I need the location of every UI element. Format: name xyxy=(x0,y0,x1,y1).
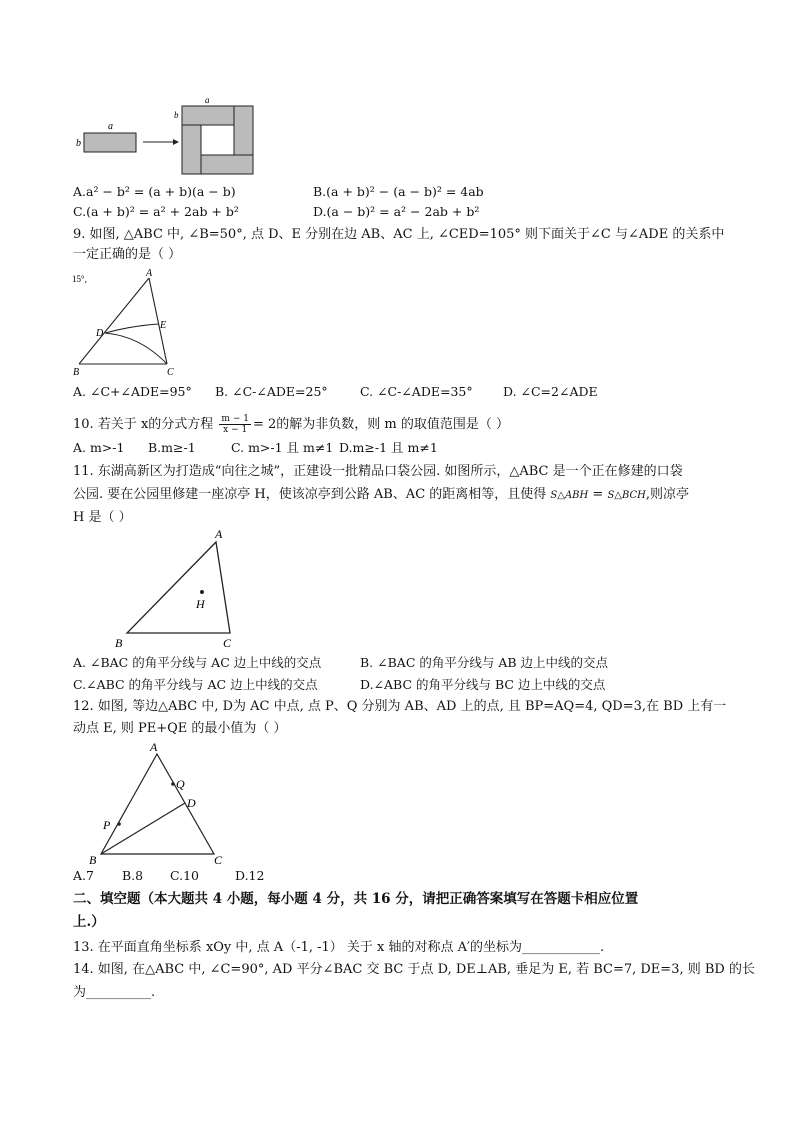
arrow-head xyxy=(173,139,179,145)
q9-label-a: A xyxy=(146,268,153,279)
q12-option-a: A.7 xyxy=(73,868,94,883)
q8-option-c: C.(a + b)² = a² + 2ab + b² xyxy=(73,204,239,219)
q9-option-c: C. ∠C-∠ADE=35° xyxy=(360,384,473,399)
q12-triangle xyxy=(101,754,214,854)
q11-stem-line3: H 是（ ） xyxy=(73,510,132,525)
q8-option-d: D.(a − b)² = a² − 2ab + b² xyxy=(313,204,480,219)
q12-stem-line1: 12. 如图, 等边△ABC 中, D为 AC 中点, 点 P、Q 分别为 AB、AD 上的点, 且 BP=AQ=4, QD=3,在 BD 上有一 xyxy=(73,699,727,714)
q11-stem-line2b: ,则凉亭 xyxy=(645,487,690,502)
q8-option-b: B.(a + b)² − (a − b)² = 4ab xyxy=(313,184,484,199)
q10-stem xyxy=(73,414,509,435)
q10-option-b: B.m≥-1 xyxy=(148,440,196,455)
q9-label-c: C xyxy=(167,367,174,378)
q12-stem-line2: 动点 E, 则 PE+QE 的最小值为（ ） xyxy=(73,721,287,736)
q9-option-d: D. ∠C=2∠ADE xyxy=(503,384,598,399)
q10-equals: = 2 xyxy=(252,417,277,432)
q8-figure xyxy=(75,96,265,178)
small-rect-label-a: a xyxy=(108,121,113,132)
q11-stem-line1: 11. 东湖高新区为打造成“向往之城”，正建设一批精品口袋公园. 如图所示，△ABC 是一个正在修建的口袋 xyxy=(73,464,683,479)
q11-area-abh: S△ABH xyxy=(550,490,589,501)
point-h xyxy=(200,590,204,594)
q11-label-a: A xyxy=(215,527,223,541)
q12-label-b: B xyxy=(89,853,97,867)
section2-heading-line1: 二、填空题（本大题共 4 小题，每小题 4 分，共 16 分，请把正确答案填写在答题卡相应位置 xyxy=(73,891,639,907)
q10-fraction xyxy=(219,414,251,435)
q12-label-p: P xyxy=(103,818,111,832)
q9-stem-line1: 9. 如图, △ABC 中, ∠B=50°, 点 D、E 分别在边 AB、AC 上, ∠CED=105° 则下面关于∠C 与∠ADE 的关系中 xyxy=(73,227,725,242)
q10-option-d: D.m≥-1 且 m≠1 xyxy=(339,440,438,455)
q12-figure xyxy=(84,740,234,868)
q9-label-d: D xyxy=(96,328,104,339)
big-square-label-a: a xyxy=(205,96,210,105)
q12-option-b: B.8 xyxy=(122,868,144,883)
q10-stem-pre: 10. 若关于 x的分式方程 xyxy=(73,417,214,432)
q12-option-d: D.12 xyxy=(235,868,265,883)
q11-equals: = xyxy=(588,487,608,502)
segment-dc xyxy=(105,333,167,364)
q8-option-a: A.a² − b² = (a + b)(a − b) xyxy=(73,184,236,199)
q11-area-bch: S△BCH xyxy=(607,490,646,501)
q9-stem-line2: 一定正确的是（ ） xyxy=(73,247,182,262)
q11-stem-line2a: 公园. 要在公园里修建一座凉亭 H，使该凉亭到公路 AB、AC 的距离相等，且使得 xyxy=(73,487,551,502)
q9-figure-note: 15°, xyxy=(72,274,87,284)
q12-option-c: C.10 xyxy=(170,868,199,883)
q9-label-e: E xyxy=(160,320,167,331)
segment-de xyxy=(105,324,159,333)
q14-stem-line1: 14. 如图, 在△ABC 中, ∠C=90°, AD 平分∠BAC 交 BC 于点 D, DE⊥AB, 垂足为 E, 若 BC=7, DE=3, 则 BD 的长 xyxy=(73,962,755,977)
small-rect-label-b: b xyxy=(76,138,81,149)
q11-option-a: A. ∠BAC 的角平分线与 AC 边上中线的交点 xyxy=(73,655,322,670)
segment-bd xyxy=(101,803,185,854)
q10-stem-post: 的解为非负数，则 m 的取值范围是（ ） xyxy=(276,417,509,432)
q10-numerator: m − 1 xyxy=(221,414,249,424)
q11-option-c: C.∠ABC 的角平分线与 AC 边上中线的交点 xyxy=(73,677,318,692)
q9-label-b: B xyxy=(73,367,80,378)
q12-label-c: C xyxy=(214,853,223,867)
q11-label-b: B xyxy=(115,636,123,650)
q12-label-q: Q xyxy=(176,777,185,791)
q10-option-c: C. m>-1 且 m≠1 xyxy=(231,440,334,455)
q11-figure xyxy=(110,526,250,652)
q11-stem-line2 xyxy=(73,486,689,505)
q11-triangle xyxy=(127,542,230,633)
big-square-inner xyxy=(201,125,234,155)
q10-denominator: x − 1 xyxy=(223,425,248,435)
q13-stem: 13. 在平面直角坐标系 xOy 中, 点 A（-1, -1） 关于 x 轴的对称点 A′的坐标为____________. xyxy=(73,940,605,955)
point-p xyxy=(117,822,121,826)
q9-option-a: A. ∠C+∠ADE=95° xyxy=(73,384,192,399)
section2-heading-line2: 上.） xyxy=(73,914,105,930)
q10-option-a: A. m>-1 xyxy=(73,440,125,455)
q11-label-c: C xyxy=(223,636,232,650)
q12-label-d: D xyxy=(187,796,196,810)
point-q xyxy=(171,782,175,786)
q11-option-d: D.∠ABC 的角平分线与 BC 边上中线的交点 xyxy=(360,677,606,692)
q9-figure xyxy=(70,266,200,378)
side-ab xyxy=(79,278,149,364)
q9-option-b: B. ∠C-∠ADE=25° xyxy=(215,384,328,399)
q12-label-a: A xyxy=(150,740,158,754)
q14-stem-line2: 为__________. xyxy=(73,985,156,1000)
big-square-label-b: b xyxy=(174,110,179,120)
small-rectangle xyxy=(84,133,136,152)
q11-option-b: B. ∠BAC 的角平分线与 AB 边上中线的交点 xyxy=(360,655,609,670)
q11-label-h: H xyxy=(196,597,205,611)
